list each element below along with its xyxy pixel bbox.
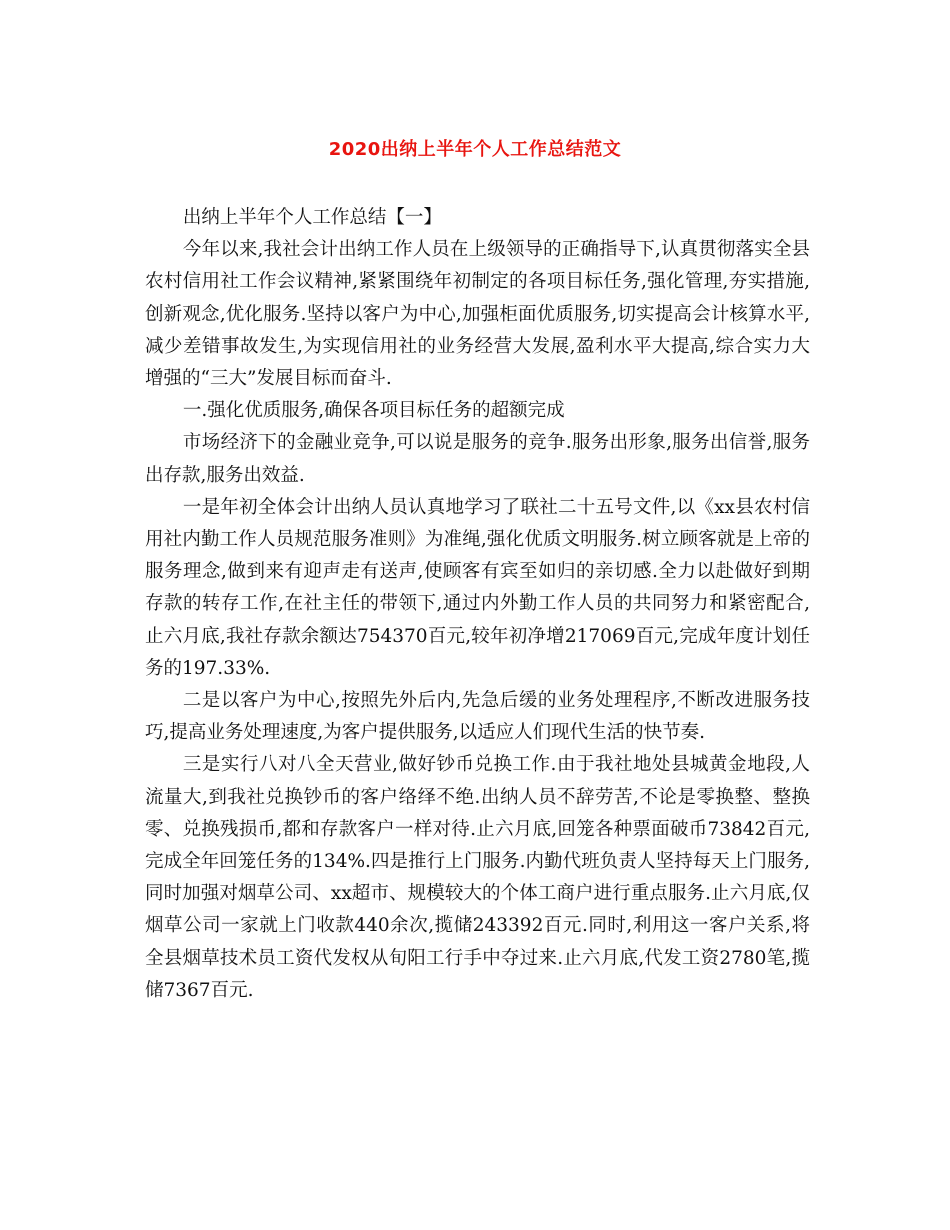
paragraph: 今年以来,我社会计出纳工作人员在上级领导的正确指导下,认真贯彻落实全县农村信用社工作会议精神,紧紧围绕年初制定的各项目标任务,强化管理,夯实措施,创新观念,优化服务.坚持以客户为中心,加强柜面优质服务,切实提高会计核算水平,减少差错事故发生,为实现信用社的业务经营大发展,盈利水平大提高,综合实力大增强的“三大”发展目标而奋斗. <box>145 239 810 390</box>
document-title: 2020出纳上半年个人工作总结范文 <box>328 139 622 160</box>
paragraph: 一是年初全体会计出纳人员认真地学习了联社二十五号文件,以《xx县农村信用社内勤工作人员规范服务准则》为准绳,强化优质文明服务.树立顾客就是上帝的服务理念,做到来有迎声走有送声,使顾客有宾至如归的亲切感.全力以赴做好到期存款的转存工作,在社主任的带领下,通过内外勤工作人员的共同努力和紧密配合,止六月底,我社存款余额达754370百元,较年初净增217069百元,完成年度计划任务的197.33%. <box>145 496 810 679</box>
section-heading: 出纳上半年个人工作总结【一】 <box>182 207 442 228</box>
document-body <box>145 202 810 1007</box>
paragraph: 市场经济下的金融业竞争,可以说是服务的竞争.服务出形象,服务出信誉,服务出存款,服务出效益. <box>145 432 810 486</box>
subsection-heading: 一.强化优质服务,确保各项目标任务的超额完成 <box>182 400 565 422</box>
paragraph: 三是实行八对八全天营业,做好钞币兑换工作.由于我社地处县城黄金地段,人流量大,到我社兑换钞币的客户络绎不绝.出纳人员不辞劳苦,不论是零换整、整换零、兑换残损币,都和存款客户一样对待.止六月底,回笼各种票面破币73842百元,完成全年回笼任务的134%.四是推行上门服务.内勤代班负责人坚持每天上门服务,同时加强对烟草公司、xx超市、规模较大的个体工商户进行重点服务.止六月底,仅烟草公司一家就上门收款440余次,揽储243392百元.同时,利用这一客户关系,将全县烟草技术员工资代发权从旬阳工行手中夺过来.止六月底,代发工资2780笔,揽储7367百元. <box>145 754 810 1001</box>
paragraph: 二是以客户为中心,按照先外后内,先急后缓的业务处理程序,不断改进服务技巧,提高业务处理速度,为客户提供服务,以适应人们现代生活的快节奏. <box>145 690 810 744</box>
